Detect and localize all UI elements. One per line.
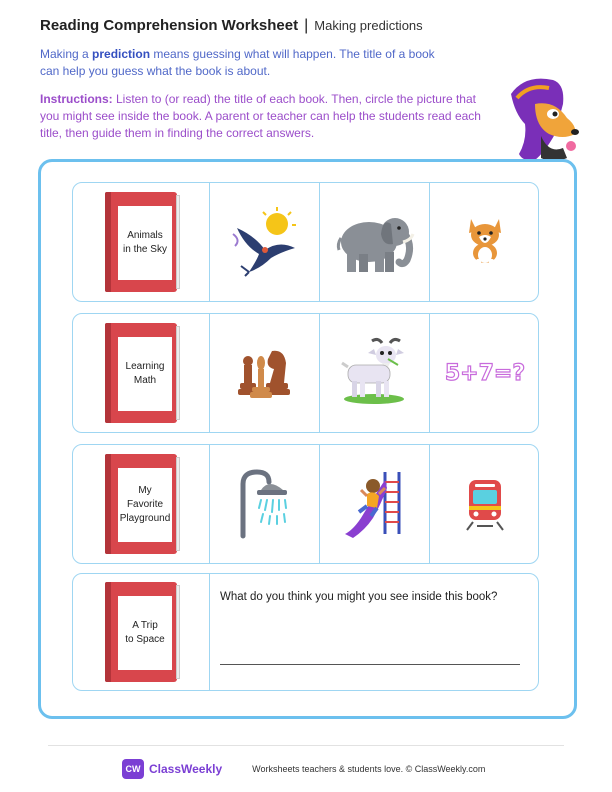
instructions-label: Instructions: [40,92,113,106]
book-row-a-trip-to-space [72,573,539,691]
intro-text-end: means guessing what will happen. The title of a book can help you guess what the book is about. [40,47,435,78]
answer-area [209,574,539,690]
worksheet-header [40,17,423,37]
fox-mascot-illustration [505,74,585,164]
corgi-dog-icon [465,215,505,269]
train-icon [465,476,505,532]
book-cover [105,582,177,682]
book-title: A Trip to Space [118,596,172,670]
picture-option-swallow[interactable] [209,183,319,301]
footer-tagline: Worksheets teachers & students love. © ClassWeekly.com [252,764,486,774]
worksheet-subtitle: Making predictions [314,18,423,33]
picture-option-chess-pieces[interactable] [209,314,319,432]
footer [122,758,485,780]
footer-divider [48,745,564,746]
book-row-animals-in-the-sky [72,182,539,302]
intro-paragraph [40,46,440,80]
open-question: What do you think you might you see inside this book? [220,591,498,603]
chess-pieces-icon [234,345,296,401]
book-title: Animals in the Sky [118,206,172,280]
picture-option-shower[interactable] [209,445,319,563]
shower-head-icon [233,468,297,540]
swallow-bird-icon [227,206,303,278]
math-equation-text: 5+7=? [444,360,526,386]
book-cell [73,445,209,563]
book-cover [105,192,177,292]
intro-text-start: Making a [40,47,93,61]
brand-name: ClassWeekly [149,762,223,776]
book-cover [105,454,177,554]
picture-option-kid-on-slide[interactable] [319,445,429,563]
picture-option-corgi[interactable] [429,183,539,301]
kid-on-slide-icon [343,468,407,540]
book-cell [73,314,209,432]
book-row-my-favorite-playground [72,444,539,564]
picture-option-train[interactable] [429,445,539,563]
picture-option-elephant[interactable] [319,183,429,301]
elephant-icon [333,210,417,274]
instructions-text: Listen to (or read) the title of each book. Then, circle the picture that you might see inside the book. A parent or teacher can help the students read each title, then guide them in finding the correct answers. [40,92,481,140]
classweekly-logo-icon: CW [122,759,144,779]
book-title: Learning Math [118,337,172,411]
instructions-paragraph [40,91,490,142]
goat-icon [338,337,412,409]
intro-keyword: prediction [92,47,151,61]
answer-line[interactable] [220,664,520,665]
book-cell [73,183,209,301]
book-title: My Favorite Playground [118,468,172,542]
picture-option-math-equation[interactable] [429,314,539,432]
title-separator: | [304,17,309,34]
book-row-learning-math [72,313,539,433]
worksheet-title: Reading Comprehension Worksheet [40,17,299,34]
book-cover [105,323,177,423]
book-cell [73,574,209,690]
picture-option-goat[interactable] [319,314,429,432]
